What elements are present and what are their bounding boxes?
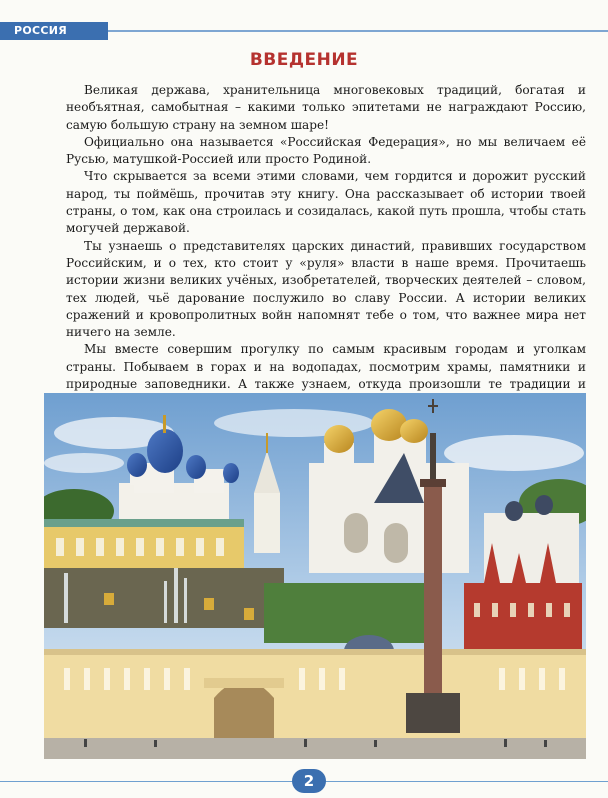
- paragraph: Что скрывается за всеми этими словами, чем гордится и дорожит русский народ, ты поймёшь, прочитав эту книгу. Она рассказывает об истории твоей страны, о том, как она строилась и созидалась, какой путь прошла, чтобы стать могучей державой.: [66, 169, 586, 236]
- paragraph: Мы вместе совершим прогулку по самым красивым городам и уголкам страны. Побываем в горах и на водопадах, посмотрим храмы, памятники и природные заповедники. А также узнаем, откуда произошли те традиции и: [66, 342, 586, 392]
- paragraph: Официально она называется «Российская Федерация», но мы величаем её Русью, матушкой-Россией или просто Родиной.: [66, 134, 586, 167]
- russia-landmarks-collage: [44, 393, 586, 759]
- section-tab: РОССИЯ: [0, 22, 108, 40]
- page-number: 2: [292, 769, 326, 793]
- header-rule: [108, 30, 608, 32]
- paragraph: Ты узнаешь о представителях царских династий, правивших государством Российским, и о тех, кто стоит у «руля» власти в наше время. Прочитаешь истории жизни великих учёных, изобретателей, творческих деятелей – словом, тех людей, чьё дарование послужило во славу России. А истории великих сражений и кровопролитных войн напомнят тебе о том, что важнее мира нет ничего на земле.: [66, 238, 586, 340]
- paragraph: Великая держава, хранительница многовековых традиций, богатая и необъятная, самобытная – какими только эпитетами не награждают Россию, самую большую страну на земном шаре!: [66, 83, 586, 132]
- intro-text: [66, 82, 586, 428]
- page-title: ВВЕДЕНИЕ: [249, 50, 359, 70]
